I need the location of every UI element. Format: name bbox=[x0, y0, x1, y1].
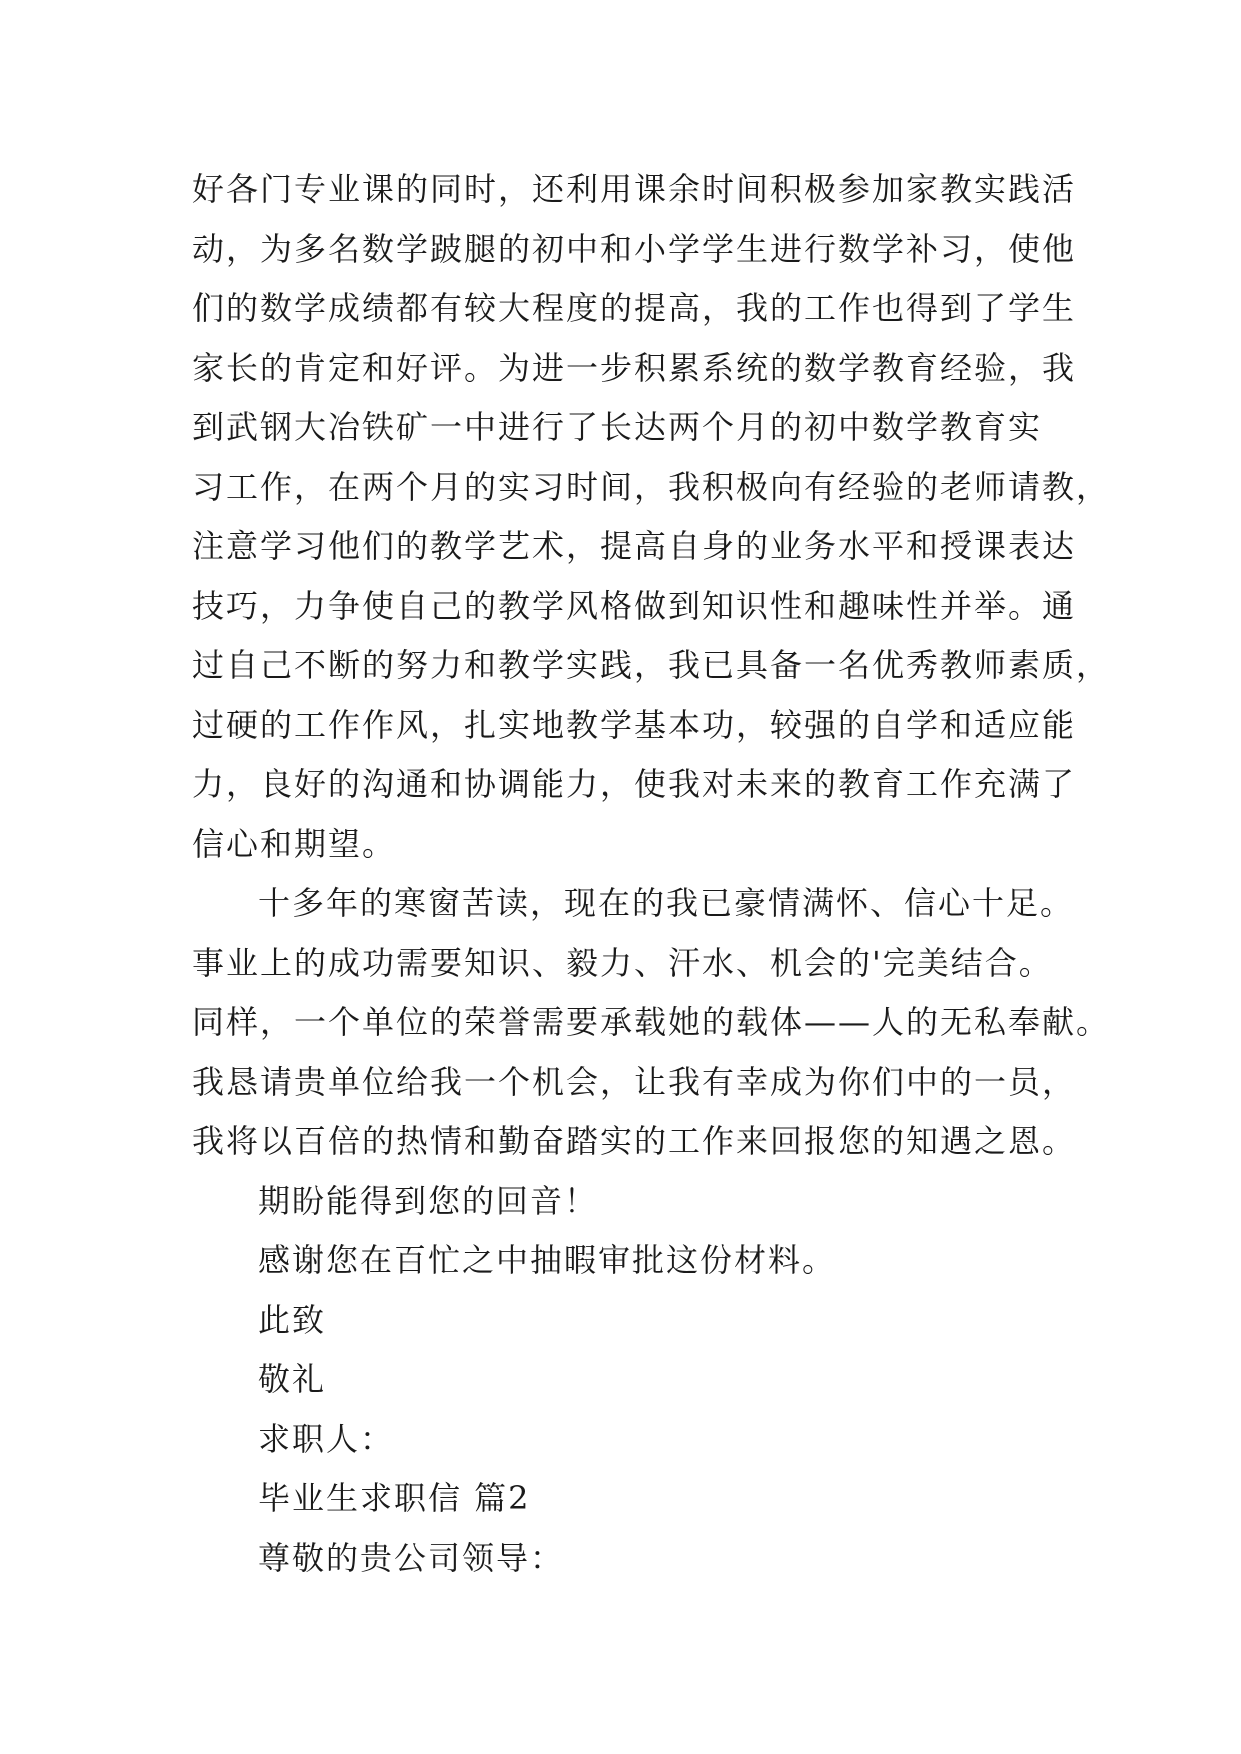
text-line: 过自己不断的努力和教学实践，我已具备一名优秀教师素质， bbox=[192, 646, 1111, 684]
text-line: 我将以百倍的热情和勤奋踏实的工作来回报您的知遇之恩。 bbox=[192, 1122, 1077, 1160]
text-line: 我恳请贵单位给我一个机会，让我有幸成为你们中的一员， bbox=[192, 1062, 1077, 1101]
text-line: 好各门专业课的同时，还利用课余时间积极参加家教实践活 bbox=[192, 170, 1077, 208]
text-line: 技巧，力争使自己的教学风格做到知识性和趣味性并举。通 bbox=[192, 586, 1077, 625]
greeting: 尊敬的贵公司领导： bbox=[258, 1538, 565, 1577]
text-line: 们的数学成绩都有较大程度的提高，我的工作也得到了学生 bbox=[192, 289, 1077, 327]
text-line: 动，为多名数学跛腿的初中和小学学生进行数学补习，使他 bbox=[192, 229, 1077, 268]
closing-hope: 期盼能得到您的回音！ bbox=[258, 1181, 599, 1220]
signer-label: 求职人： bbox=[258, 1419, 395, 1458]
paragraph-aspiration bbox=[192, 874, 1111, 1172]
text-line: 力，良好的沟通和协调能力，使我对未来的教育工作充满了 bbox=[192, 765, 1077, 803]
text-line: 十多年的寒窗苦读，现在的我已豪情满怀、信心十足。 bbox=[258, 884, 1075, 922]
text-line: 注意学习他们的教学艺术，提高自身的业务水平和授课表达 bbox=[192, 527, 1077, 565]
text-line: 过硬的工作作风，扎实地教学基本功，较强的自学和适应能 bbox=[192, 705, 1077, 744]
text-line: 习工作，在两个月的实习时间，我积极向有经验的老师请教， bbox=[192, 467, 1111, 506]
text-line: 事业上的成功需要知识、毅力、汗水、机会的'完美结合。 bbox=[192, 943, 1053, 982]
closing-thanks: 感谢您在百忙之中抽暇审批这份材料。 bbox=[258, 1241, 837, 1279]
paragraph-education-experience bbox=[192, 160, 1111, 874]
text-line: 同样，一个单位的荣誉需要承载她的载体——人的无私奉献。 bbox=[192, 1003, 1111, 1041]
salutation-jingli: 敬礼 bbox=[258, 1360, 327, 1398]
text-line: 家长的肯定和好评。为进一步积累系统的数学教育经验，我 bbox=[192, 348, 1077, 387]
text-line: 到武钢大冶铁矿一中进行了长达两个月的初中数学教育实 bbox=[192, 408, 1043, 446]
salutation-cizhi: 此致 bbox=[258, 1300, 327, 1339]
section-title: 毕业生求职信 篇2 bbox=[258, 1479, 531, 1517]
text-line: 信心和期望。 bbox=[192, 824, 397, 863]
letter-body bbox=[192, 160, 1111, 1588]
